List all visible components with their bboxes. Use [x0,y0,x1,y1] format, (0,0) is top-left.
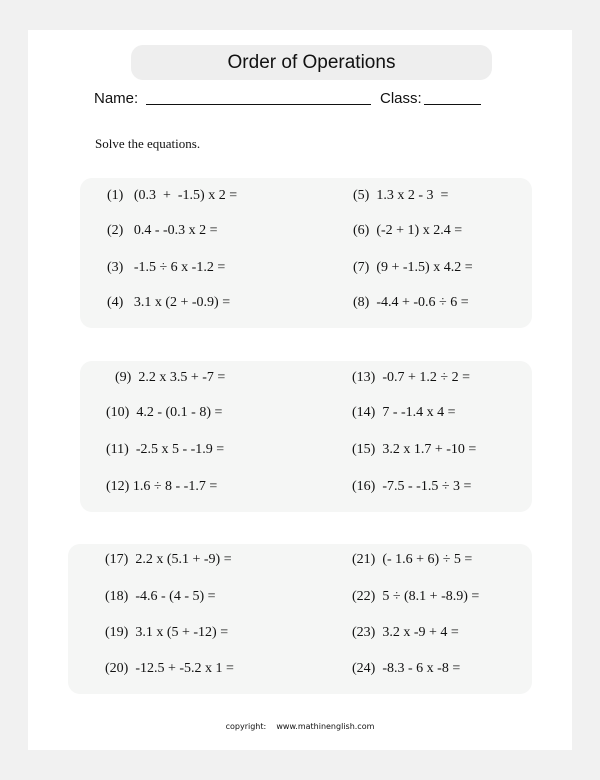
problem-16 [352,479,471,495]
problem-expression: 0.4 - -0.3 x 2 = [133,223,218,238]
problem-number: (9) [115,370,132,385]
problem-number: (15) [352,442,376,457]
class-label: Class: [380,90,422,107]
problem-expression: -1.5 ÷ 6 x -1.2 = [133,260,226,275]
problem-number: (2) [107,223,124,238]
problem-expression: 3.2 x 1.7 + -10 = [382,442,477,457]
class-line [424,104,481,105]
name-label: Name: [94,90,139,107]
problem-number: (7) [353,260,370,275]
problem-expression: 5 ÷ (8.1 + -8.9) = [382,589,480,604]
problem-24 [352,661,460,677]
problem-expression: (0.3 + -1.5) x 2 = [133,188,238,203]
problem-expression: -4.4 + -0.6 ÷ 6 = [376,295,469,310]
problem-5 [353,188,448,204]
problem-number: (21) [352,552,376,567]
problem-17 [105,552,232,568]
problem-10 [106,405,222,421]
footer [28,722,572,731]
problem-23 [352,625,459,641]
problem-number: (4) [107,295,124,310]
title-text: Order of Operations [227,51,396,73]
worksheet-page [28,30,572,750]
problem-19 [105,625,228,641]
problem-6 [353,223,462,239]
problem-12 [106,479,217,495]
problem-expression: 3.1 x (2 + -0.9) = [133,295,231,310]
problem-expression: -4.6 - (4 - 5) = [135,589,216,604]
problem-number: (20) [105,661,129,676]
instructions: Solve the equations. [95,136,201,151]
problem-number: (23) [352,625,376,640]
problem-number: (19) [105,625,129,640]
problem-expression: -7.5 - -1.5 ÷ 3 = [382,479,472,494]
copyright-label: copyright: [225,722,267,731]
problem-number: (16) [352,479,376,494]
problem-8 [353,295,469,311]
problem-number: (8) [353,295,370,310]
problem-number: (22) [352,589,376,604]
problem-9 [115,370,225,386]
problem-expression: 3.2 x -9 + 4 = [382,625,459,640]
problem-18 [105,589,216,605]
problem-number: (13) [352,370,376,385]
problem-expression: 1.6 ÷ 8 - -1.7 = [132,479,218,494]
problem-11 [106,442,224,458]
problem-number: (1) [107,188,124,203]
problem-number: (3) [107,260,124,275]
problem-expression: (-2 + 1) x 2.4 = [376,223,463,238]
problem-expression: 4.2 - (0.1 - 8) = [136,405,223,420]
worksheet-title [131,45,492,80]
problem-expression: (9 + -1.5) x 4.2 = [376,260,473,275]
problem-number: (6) [353,223,370,238]
problem-7 [353,260,473,276]
problem-14 [352,405,456,421]
name-line [146,104,371,105]
problem-number: (18) [105,589,129,604]
problem-number: (17) [105,552,129,567]
problem-expression: -8.3 - 6 x -8 = [382,661,461,676]
problem-4 [107,295,230,311]
problem-expression: 1.3 x 2 - 3 = [376,188,449,203]
problem-number: (14) [352,405,376,420]
problem-expression: 7 - -1.4 x 4 = [382,405,456,420]
problem-number: (5) [353,188,370,203]
problem-3 [107,260,225,276]
problem-1 [107,188,237,204]
problem-expression: -12.5 + -5.2 x 1 = [135,661,234,676]
problem-21 [352,552,472,568]
problem-expression: -0.7 + 1.2 ÷ 2 = [382,370,470,385]
problem-expression: 2.2 x 3.5 + -7 = [138,370,226,385]
problem-13 [352,370,470,386]
website-link[interactable]: www.mathinenglish.com [276,722,375,731]
problem-expression: -2.5 x 5 - -1.9 = [135,442,225,457]
problem-expression: 3.1 x (5 + -12) = [135,625,229,640]
problem-number: (24) [352,661,376,676]
problem-number: (10) [106,405,130,420]
problem-expression: (- 1.6 + 6) ÷ 5 = [382,552,473,567]
problem-2 [107,223,218,239]
problem-15 [352,442,476,458]
problem-expression: 2.2 x (5.1 + -9) = [135,552,232,567]
problem-22 [352,589,479,605]
problem-number: (11) [106,442,129,457]
problem-20 [105,661,234,677]
problem-number: (12) [106,479,130,494]
